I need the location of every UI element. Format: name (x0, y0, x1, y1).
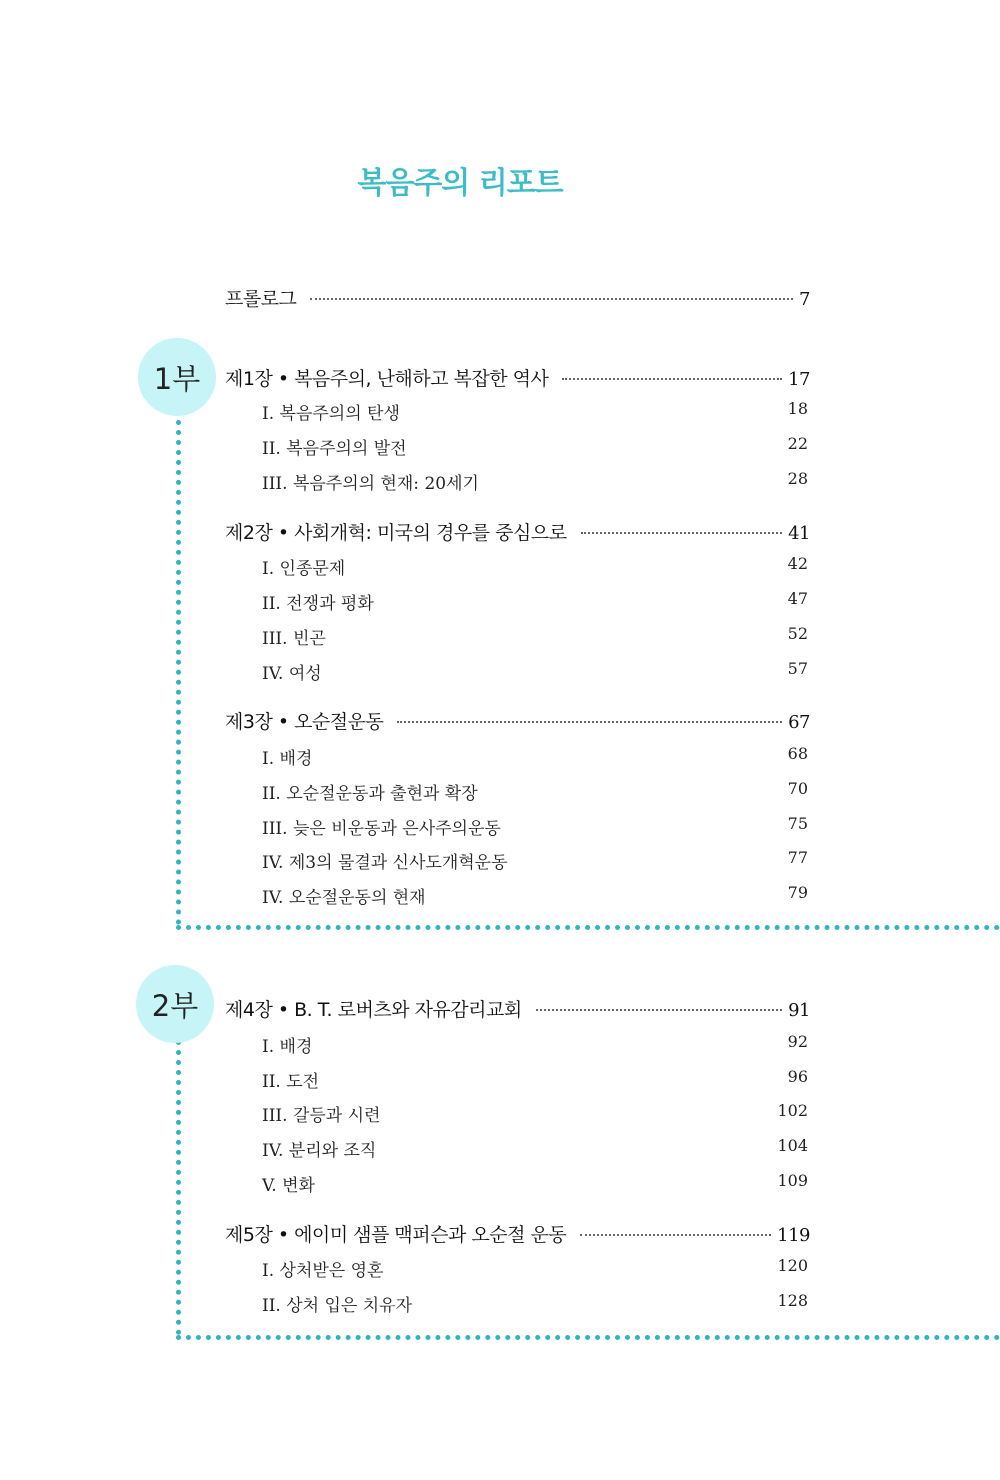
toc-section[interactable] (262, 1101, 808, 1126)
section-label: IV. 여성 (262, 664, 322, 684)
chapter-page: 67 (788, 712, 810, 733)
section-label: V. 변화 (262, 1176, 315, 1196)
toc-section[interactable] (262, 1291, 808, 1316)
section-page: 79 (787, 883, 808, 902)
part-2-vertical-dotted-line (176, 1040, 181, 1335)
toc-section[interactable] (262, 779, 808, 804)
prologue-label: 프롤로그 (225, 288, 297, 310)
section-page: 28 (787, 469, 808, 488)
section-page: 77 (787, 848, 808, 867)
section-label: II. 복음주의의 발전 (262, 439, 407, 459)
toc-chapter-2[interactable] (225, 518, 810, 545)
part-1-badge: 1부 (138, 338, 216, 416)
section-label: I. 상처받은 영혼 (262, 1261, 384, 1281)
dot-leader (310, 297, 793, 300)
section-label: III. 갈등과 시련 (262, 1106, 381, 1126)
toc-section[interactable] (262, 624, 808, 649)
section-label: Ⅰ. 인종문제 (262, 559, 346, 579)
toc-section[interactable] (262, 434, 808, 459)
section-label: I. 배경 (262, 1037, 313, 1057)
toc-section[interactable] (262, 1032, 808, 1057)
section-page: 47 (787, 589, 808, 608)
section-page: 128 (777, 1291, 808, 1310)
toc-section[interactable] (262, 1067, 808, 1092)
section-label: I. 복음주의의 탄생 (262, 404, 400, 424)
section-page: 42 (787, 554, 808, 573)
section-page: 22 (787, 434, 808, 453)
toc-section[interactable] (262, 883, 808, 908)
toc-chapter-4[interactable] (225, 995, 810, 1022)
chapter-page: 17 (788, 369, 810, 390)
dot-leader (397, 720, 782, 723)
chapter-label: 제1장 • 복음주의, 난해하고 복잡한 역사 (225, 368, 549, 390)
section-page: 102 (777, 1101, 808, 1120)
section-label: II. 전쟁과 평화 (262, 594, 374, 614)
toc-chapter-3[interactable] (225, 707, 810, 734)
section-page: 75 (787, 814, 808, 833)
toc-section[interactable] (262, 1136, 808, 1161)
section-label: II. 오순절운동과 출현과 확장 (262, 784, 478, 804)
prologue-page: 7 (799, 289, 810, 310)
toc-section[interactable] (262, 554, 808, 579)
section-page: 92 (787, 1032, 808, 1051)
chapter-label: 제3장 • 오순절운동 (225, 711, 384, 733)
toc-section[interactable] (262, 848, 808, 873)
section-label: I. 배경 (262, 749, 313, 769)
chapter-page: 119 (777, 1225, 810, 1246)
book-title: 복음주의 리포트 (357, 166, 563, 201)
section-page: 120 (777, 1256, 808, 1275)
section-page: 68 (787, 744, 808, 763)
section-label: III. 늦은 비운동과 은사주의운동 (262, 819, 501, 839)
dot-leader (536, 1008, 782, 1011)
section-page: 104 (777, 1136, 808, 1155)
toc-section[interactable] (262, 1256, 808, 1281)
part-2-horizontal-dotted-line (176, 1335, 1000, 1340)
section-label: III. 복음주의의 현재: 20세기 (262, 474, 479, 494)
dot-leader (580, 1233, 771, 1236)
section-page: 18 (787, 399, 808, 418)
chapter-page: 41 (788, 523, 810, 544)
dot-leader (581, 531, 783, 534)
section-label: III. 빈곤 (262, 629, 326, 649)
chapter-label: 제5장 • 에이미 샘플 맥퍼슨과 오순절 운동 (225, 1224, 567, 1246)
section-label: IV. 제3의 물결과 신사도개혁운동 (262, 853, 508, 873)
section-label: II. 도전 (262, 1072, 320, 1092)
section-page: 57 (787, 659, 808, 678)
part-2-badge: 2부 (136, 965, 214, 1043)
toc-section[interactable] (262, 589, 808, 614)
toc-chapter-5[interactable] (225, 1220, 810, 1247)
section-page: 52 (787, 624, 808, 643)
chapter-page: 91 (788, 1000, 810, 1021)
toc-chapter-1[interactable] (225, 364, 810, 391)
part-1-horizontal-dotted-line (176, 925, 1000, 930)
section-page: 70 (787, 779, 808, 798)
section-page: 96 (787, 1067, 808, 1086)
section-label: II. 상처 입은 치유자 (262, 1296, 412, 1316)
toc-section[interactable] (262, 1171, 808, 1196)
toc-prologue[interactable] (225, 284, 810, 311)
chapter-label: 제4장 • B. T. 로버츠와 자유감리교회 (225, 999, 522, 1021)
dot-leader (562, 377, 782, 380)
section-label: IV. 오순절운동의 현재 (262, 888, 426, 908)
chapter-label: 제2장 • 사회개혁: 미국의 경우를 중심으로 (225, 522, 567, 544)
toc-section[interactable] (262, 744, 808, 769)
toc-section[interactable] (262, 814, 808, 839)
toc-section[interactable] (262, 469, 808, 494)
section-page: 109 (777, 1171, 808, 1190)
toc-section[interactable] (262, 399, 808, 424)
toc-section[interactable] (262, 659, 808, 684)
part-1-vertical-dotted-line (176, 410, 181, 925)
section-label: IV. 분리와 조직 (262, 1141, 377, 1161)
